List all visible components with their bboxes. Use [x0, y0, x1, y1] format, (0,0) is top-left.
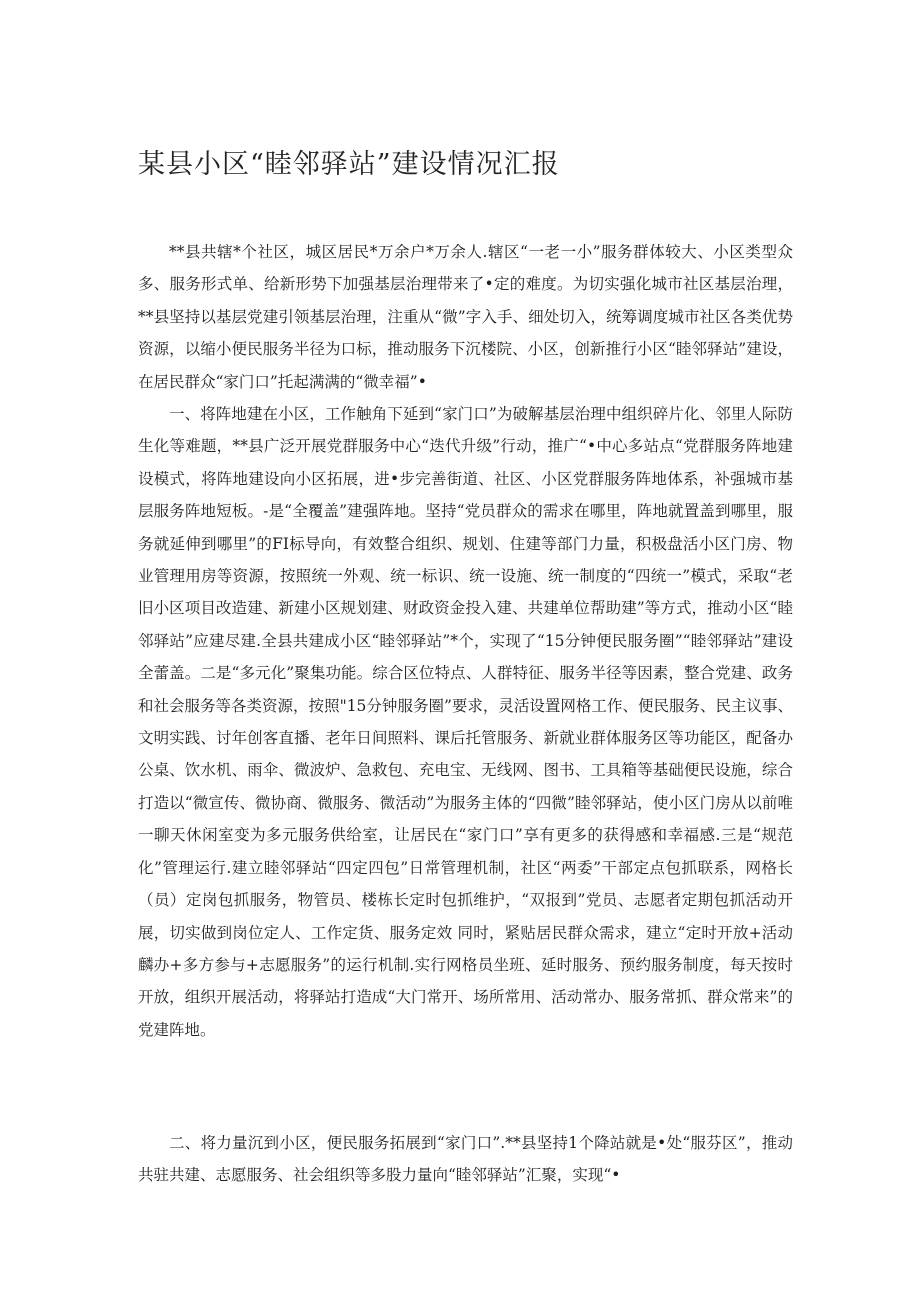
paragraph-text: 一、将阵地建在小区，工作触角下延到“家门口”为破解基层治理中组织碎片化、邻里人际防生化等难题，**县广泛开展党群服务中心“迭代升级”行动，推广“•中心多站点“党群服务阵地建设模式，将阵地建设向小区拓展，进•步完善街道、社区、小区党群服务阵地体系，补强城市基层服务阵地短板。-是“全覆盖”建强阵地。坚持“党员群众的需求在哪里，阵地就置盖到哪里，服务就延伸到哪里”的FI标导向，有效整合组织、规划、住建等部门力量，积极盘活小区门房、物业管理用房等资源，按照统一外观、统一标识、统一设施、统一制度的“四统一”模式，采取“老旧小区项目改造建、新建小区规划建、财政资金投入建、共建单位帮助建”等方式，推动小区“睦邻驿站”应建尽建.全县共建成小区“睦邻驿站”*个，实现了“15分钟便民服务圈”“睦邻驿站”建设全蕾盖。二是“多元化”聚集功能。综合区位特点、人群特征、服务半径等因素，整合党建、政务和社会服务等各类资源，按照"15分钟服务圈”要求，灵活设置网格工作、便民服务、民主议事、文明实践、讨年创客直播、老年日间照料、课后托管服务、新就业群体服务区等功能区，配备办公桌、饮水机、雨伞、微波炉、急救包、充电宝、无线网、图书、工具箱等基础便民设施，综合打造以“微宣传、微协商、微服务、微活动”为服务主体的“四微”睦邻驿站，使小区门房从以前唯一聊天休闲室变为多元服务供给室，让居民在“家门口”享有更多的获得感和幸福感.三是“规范化”管理运行.建立睦邻驿站“四定四包”日常管理机制，社区“两委”干部定点包抓联系，网格长（员）定岗包抓服务，物管员、楼栋长定时包抓维护，“双报到”党员、志愿者定期包抓活动开展，切实做到岗位定人、工作定货、服务定效 同时，紧贴居民群众需求，建立“定时开放+活动麟办+多方参与+志愿服务”的运行机制.实行网格员坐班、延时服务、预约服务制度，每天按时开放，组织开展活动，将驿站打造成“大门常开、场所常用、活动常办、服务常抓、群众常来”的党建阵地。	[138, 405, 793, 1039]
paragraph-section-one	[138, 398, 793, 1046]
paragraph-intro	[138, 236, 793, 398]
paragraph-text: **县共辖*个社区，城区居民*万余户*万余人.辖区“一老一小”服务群体较大、小区类型众多、服务形式单、给新形势下加强基层治理带来了•定的难度。为切实强化城市社区基层治理，**县坚持以基层党建引领基层治理，注重从“微”字入手、细处切入，统筹调度城市社区各类优势资源，以缩小便民服务半径为口标，推动服务下沉楼院、小区，创新推行小区“睦邻驿站”建设，在居民群众“家门口”托起满满的“微幸福”•	[138, 243, 793, 391]
document-title: 某县小区“睦邻驿站”建设情况汇报	[138, 149, 560, 180]
paragraph-text: 二、将力量沉到小区，便民服务拓展到“家门口”.**县坚持1个降站就是•处“服芬区”，推动共驻共建、志愿服务、社会组织等多股力量向“睦邻驿站”汇聚，实现“•	[138, 1134, 793, 1185]
paragraph-section-two	[138, 1127, 793, 1192]
